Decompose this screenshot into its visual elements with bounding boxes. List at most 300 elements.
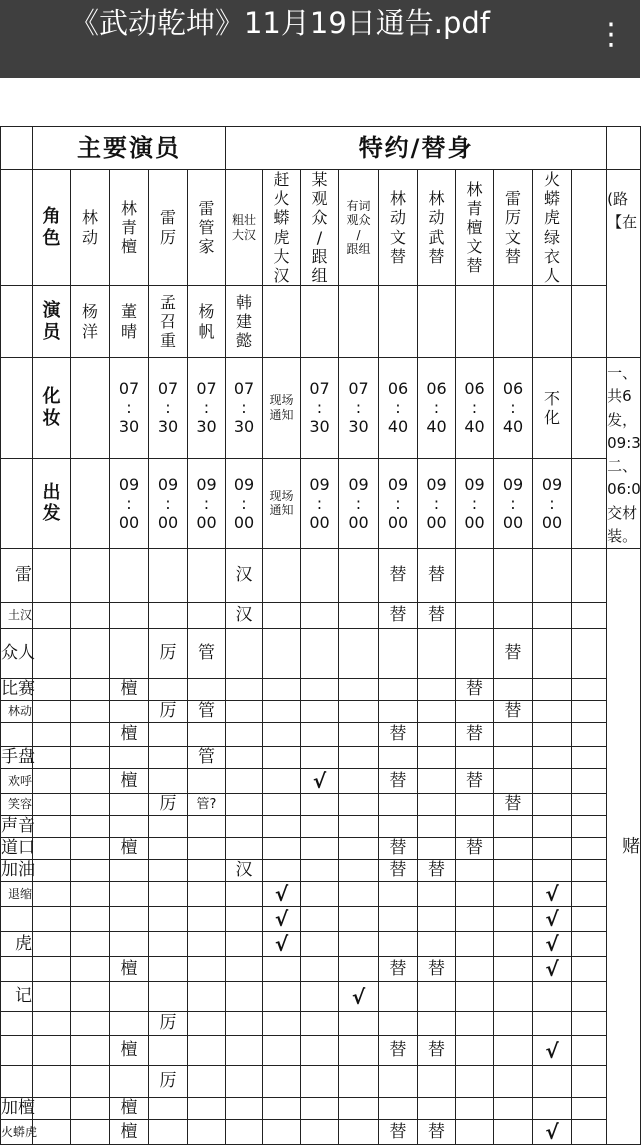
scene-cell: 替 [379, 603, 418, 629]
scene-cell [339, 1098, 379, 1120]
scene-cell [71, 701, 110, 723]
scene-cell [149, 838, 188, 860]
scene-label-cell [33, 932, 71, 957]
scene-cell [494, 932, 533, 957]
scene-row [1, 794, 641, 816]
scene-label: 手盘 [1, 747, 35, 768]
scene-label [1, 1012, 33, 1036]
scene-cell [456, 816, 494, 838]
scene-cell [456, 629, 494, 679]
scene-label: 众人 [1, 629, 33, 679]
actor-cell [339, 286, 379, 358]
scene-label-cell [33, 723, 71, 747]
scene-cell [263, 603, 301, 629]
scene-cell [263, 1036, 301, 1066]
scene-cell [418, 907, 456, 932]
makeup-cell: 07 : 30 [226, 358, 263, 458]
scene-label-cell [33, 769, 71, 794]
scene-row [1, 769, 641, 794]
scene-label: 雷 [1, 549, 33, 603]
scene-cell [379, 679, 418, 701]
scene-cell [110, 794, 149, 816]
scene-cell [263, 629, 301, 679]
scene-cell [301, 982, 339, 1012]
scene-cell: 管 [188, 701, 226, 723]
scene-cell [71, 679, 110, 701]
scene-cell [110, 747, 149, 769]
scene-cell [226, 1036, 263, 1066]
actor-cell: 杨 洋 [71, 286, 110, 358]
scene-cell [71, 1066, 110, 1098]
scene-cell [494, 816, 533, 838]
scene-cell [71, 957, 110, 982]
scene-cell [418, 769, 456, 794]
scene-cell [456, 882, 494, 907]
scene-cell [418, 932, 456, 957]
scene-cell [263, 769, 301, 794]
makeup-cell: 07 : 30 [339, 358, 379, 458]
scene-cell [418, 816, 456, 838]
scene-cell [418, 747, 456, 769]
scene-cell [188, 723, 226, 747]
scene-cell [149, 1098, 188, 1120]
role-cell: 赶 火 蟒 虎 大 汉 [263, 170, 301, 286]
scene-label-cell [33, 1066, 71, 1098]
scene-label: 退缩 [1, 882, 33, 907]
scene-row [1, 1012, 641, 1036]
scene-cell [379, 1012, 418, 1036]
scene-cell [110, 629, 149, 679]
left-edge-cell [1, 458, 33, 549]
scene-cell [456, 1098, 494, 1120]
depart-cell: 09 : 00 [188, 458, 226, 549]
scene-cell [149, 932, 188, 957]
scene-cell: 替 [379, 1036, 418, 1066]
scene-cell [533, 747, 572, 769]
scene-cell [149, 882, 188, 907]
scene-cell [494, 769, 533, 794]
scene-cell [494, 679, 533, 701]
scene-cell: 替 [418, 603, 456, 629]
actor-cell: 杨 帆 [188, 286, 226, 358]
scene-cell [149, 982, 188, 1012]
scene-cell [301, 957, 339, 982]
depart-cell: 现场 通知 [263, 458, 301, 549]
scene-cell: 管 [188, 747, 226, 769]
scene-cell: 厉 [149, 701, 188, 723]
scene-spare-cell [572, 838, 607, 860]
scene-label-cell [33, 860, 71, 882]
scene-cell [339, 882, 379, 907]
scene-cell [226, 769, 263, 794]
scene-cell [418, 838, 456, 860]
scene-row [1, 549, 641, 603]
scene-cell [301, 1066, 339, 1098]
scene-label [1, 907, 33, 932]
scene-label-cell [33, 838, 71, 860]
group-main-actors: 主要演员 [33, 127, 226, 170]
scene-cell: √ [533, 957, 572, 982]
scene-cell [339, 629, 379, 679]
scene-row [1, 603, 641, 629]
scene-spare-cell [572, 549, 607, 603]
scene-cell [188, 860, 226, 882]
scene-row [1, 860, 641, 882]
scene-cell [379, 1098, 418, 1120]
scene-cell [533, 982, 572, 1012]
scene-cell [456, 747, 494, 769]
scene-label-cell [33, 1012, 71, 1036]
makeup-cell: 现场 通知 [263, 358, 301, 458]
scene-spare-cell [572, 1098, 607, 1120]
scene-cell [533, 701, 572, 723]
scene-cell: √ [533, 1120, 572, 1145]
makeup-cell: 06 : 40 [456, 358, 494, 458]
actor-cell [379, 286, 418, 358]
scene-label-cell [33, 603, 71, 629]
corner-cell [1, 127, 33, 170]
scene-spare-cell [572, 1012, 607, 1036]
actor-cell [456, 286, 494, 358]
scene-cell [339, 1066, 379, 1098]
scene-cell [149, 603, 188, 629]
scene-label-cell [33, 747, 71, 769]
depart-label: 出 发 [33, 458, 71, 549]
scene-cell [533, 769, 572, 794]
scene-row [1, 629, 641, 679]
scene-cell [456, 860, 494, 882]
scene-cell [418, 1098, 456, 1120]
scene-cell: 管 [188, 629, 226, 679]
scene-cell [263, 679, 301, 701]
scene-cell [456, 957, 494, 982]
scene-label: 土汉 [1, 603, 33, 629]
scene-cell [339, 723, 379, 747]
scene-cell: 替 [418, 860, 456, 882]
scene-cell [494, 1098, 533, 1120]
role-cell: 林 动 文 替 [379, 170, 418, 286]
scene-cell [301, 603, 339, 629]
scene-cell [494, 1012, 533, 1036]
scene-cell [301, 932, 339, 957]
vertical-dots-icon[interactable]: ⋮ [596, 17, 626, 52]
scene-spare-cell [572, 860, 607, 882]
depart-cell: 09 : 00 [456, 458, 494, 549]
scene-row [1, 838, 641, 860]
scene-cell [418, 723, 456, 747]
scene-cell: 管? [188, 794, 226, 816]
scene-cell [494, 723, 533, 747]
scene-cell [533, 1098, 572, 1120]
scene-cell [226, 1098, 263, 1120]
scene-label: 声音 [1, 816, 35, 837]
actor-cell: 董 晴 [110, 286, 149, 358]
scene-cell [71, 723, 110, 747]
role-cell: 雷 厉 [149, 170, 188, 286]
scene-cell [339, 838, 379, 860]
scene-cell [188, 603, 226, 629]
scene-cell [379, 747, 418, 769]
role-row [1, 170, 641, 286]
makeup-cell: 06 : 40 [379, 358, 418, 458]
makeup-cell: 07 : 30 [149, 358, 188, 458]
scene-cell [301, 838, 339, 860]
scene-spare-cell [572, 679, 607, 701]
scene-cell [226, 1120, 263, 1145]
depart-cell [572, 458, 607, 549]
depart-cell: 09 : 00 [339, 458, 379, 549]
scene-cell [71, 816, 110, 838]
notes-bottom: 一、 共6 发， 09:3 二、 06:0 交材 装。 [607, 358, 641, 549]
scene-label [1, 1066, 33, 1098]
scene-label: 加檀 [1, 1098, 35, 1119]
scene-cell [71, 982, 110, 1012]
depart-cell [71, 458, 110, 549]
scene-label: 加油 [1, 860, 35, 881]
makeup-cell: 07 : 30 [301, 358, 339, 458]
scene-cell [71, 1036, 110, 1066]
scene-cell [379, 907, 418, 932]
scene-cell [301, 701, 339, 723]
scene-cell [456, 549, 494, 603]
scene-cell: √ [533, 882, 572, 907]
scene-cell: 檀 [110, 957, 149, 982]
scene-cell [71, 549, 110, 603]
scene-cell [188, 679, 226, 701]
scene-cell [263, 794, 301, 816]
scene-cell [149, 816, 188, 838]
scene-cell [379, 794, 418, 816]
scene-row [1, 747, 641, 769]
scene-cell [494, 1066, 533, 1098]
scene-row [1, 723, 641, 747]
role-cell: 某 观 众 / 跟 组 [301, 170, 339, 286]
scene-cell [226, 982, 263, 1012]
scene-cell [263, 701, 301, 723]
scene-cell [149, 1036, 188, 1066]
scene-cell: 替 [379, 723, 418, 747]
scene-cell: 替 [379, 769, 418, 794]
scene-cell [263, 816, 301, 838]
scene-row [1, 701, 641, 723]
scene-label-cell [33, 957, 71, 982]
scene-cell [418, 1012, 456, 1036]
scene-cell: 檀 [110, 679, 149, 701]
scene-cell [263, 957, 301, 982]
scene-cell [263, 860, 301, 882]
depart-cell: 09 : 00 [533, 458, 572, 549]
scene-label-cell [33, 1036, 71, 1066]
scene-cell [149, 679, 188, 701]
scene-cell [379, 882, 418, 907]
scene-cell [149, 907, 188, 932]
scene-cell [149, 549, 188, 603]
scene-cell [418, 629, 456, 679]
scene-label-cell [33, 982, 71, 1012]
scene-cell [71, 794, 110, 816]
scene-cell [263, 723, 301, 747]
scene-cell: 替 [494, 794, 533, 816]
scene-cell [71, 629, 110, 679]
scene-cell [226, 747, 263, 769]
scene-cell [226, 838, 263, 860]
scene-cell: 替 [494, 629, 533, 679]
scene-cell [71, 1012, 110, 1036]
role-cell: 有词 观众 / 跟组 [339, 170, 379, 286]
scene-cell [226, 816, 263, 838]
scene-cell [301, 1120, 339, 1145]
scene-spare-cell [572, 957, 607, 982]
scene-cell [339, 1120, 379, 1145]
scene-cell [494, 957, 533, 982]
scene-label-cell [33, 907, 71, 932]
scene-cell [188, 549, 226, 603]
scene-label: 比赛 [1, 679, 35, 700]
scene-cell [149, 747, 188, 769]
scene-cell [379, 982, 418, 1012]
scene-cell [494, 747, 533, 769]
scene-spare-cell [572, 794, 607, 816]
scene-cell [110, 982, 149, 1012]
role-label: 角 色 [33, 170, 71, 286]
scene-spare-cell [572, 629, 607, 679]
scene-cell [71, 932, 110, 957]
scene-cell [188, 816, 226, 838]
scene-cell: 替 [418, 1120, 456, 1145]
notes-top: (路 【在 [607, 170, 641, 358]
actor-label: 演 员 [33, 286, 71, 358]
scene-cell [263, 1066, 301, 1098]
scene-cell: 替 [379, 957, 418, 982]
makeup-cell: 不 化 [533, 358, 572, 458]
scene-label-cell [33, 882, 71, 907]
scene-cell [339, 549, 379, 603]
scene-cell [226, 882, 263, 907]
depart-row [1, 458, 641, 549]
scene-cell [226, 629, 263, 679]
scene-cell [339, 679, 379, 701]
scene-cell [456, 932, 494, 957]
role-cell: 林 青 檀 [110, 170, 149, 286]
role-cell: 火 蟒 虎 绿 衣 人 [533, 170, 572, 286]
scene-row [1, 932, 641, 957]
makeup-label: 化 妆 [33, 358, 71, 458]
scene-spare-cell [572, 1120, 607, 1145]
scene-cell [149, 860, 188, 882]
scene-row [1, 882, 641, 907]
scene-cell [301, 549, 339, 603]
scene-row [1, 1098, 641, 1120]
scene-cell [418, 794, 456, 816]
scene-cell [110, 932, 149, 957]
scene-cell [418, 679, 456, 701]
scene-cell [226, 932, 263, 957]
scene-cell [339, 603, 379, 629]
scene-label-cell [33, 629, 71, 679]
scene-cell [110, 549, 149, 603]
scene-cell: √ [533, 907, 572, 932]
scene-cell: 替 [456, 769, 494, 794]
scene-cell [226, 679, 263, 701]
scene-spare-cell [572, 603, 607, 629]
scene-cell [71, 860, 110, 882]
scene-cell [494, 603, 533, 629]
scene-spare-cell [572, 1036, 607, 1066]
scene-cell [456, 1120, 494, 1145]
makeup-cell: 07 : 30 [188, 358, 226, 458]
title-bar [0, 0, 640, 78]
scene-cell [263, 982, 301, 1012]
scene-cell: 厉 [149, 1066, 188, 1098]
scene-cell [188, 769, 226, 794]
side-note: 赌 [607, 549, 641, 1145]
schedule-table [0, 126, 641, 1145]
scene-cell [339, 769, 379, 794]
scene-cell: √ [263, 932, 301, 957]
scene-cell: √ [533, 1036, 572, 1066]
scene-cell [149, 769, 188, 794]
scene-cell [71, 838, 110, 860]
scene-cell [456, 701, 494, 723]
scene-cell [456, 907, 494, 932]
scene-label-cell [33, 679, 71, 701]
scene-label [1, 723, 33, 747]
scene-cell: √ [301, 769, 339, 794]
scene-cell: 替 [418, 1036, 456, 1066]
depart-cell: 09 : 00 [226, 458, 263, 549]
scene-cell [110, 1066, 149, 1098]
depart-cell: 09 : 00 [494, 458, 533, 549]
scene-cell [533, 794, 572, 816]
scene-cell [533, 723, 572, 747]
scene-cell: 厉 [149, 629, 188, 679]
depart-cell: 09 : 00 [110, 458, 149, 549]
actor-cell [263, 286, 301, 358]
scene-cell [301, 907, 339, 932]
scene-cell [339, 816, 379, 838]
scene-cell [533, 1012, 572, 1036]
group-right [607, 127, 641, 170]
scene-spare-cell [572, 1066, 607, 1098]
scene-cell [188, 907, 226, 932]
scene-label: 欢呼 [1, 769, 33, 794]
scene-cell [456, 1066, 494, 1098]
scene-cell [533, 860, 572, 882]
scene-cell: 檀 [110, 769, 149, 794]
scene-cell [226, 957, 263, 982]
scene-spare-cell [572, 747, 607, 769]
actor-cell [301, 286, 339, 358]
scene-cell [301, 1012, 339, 1036]
scene-row [1, 816, 641, 838]
scene-cell [494, 982, 533, 1012]
scene-cell [379, 816, 418, 838]
scene-label-cell [33, 1120, 71, 1145]
scene-cell [188, 1012, 226, 1036]
scene-cell [71, 1120, 110, 1145]
scene-cell [301, 747, 339, 769]
scene-cell [533, 838, 572, 860]
scene-label-cell [33, 701, 71, 723]
scene-cell [188, 1066, 226, 1098]
scene-cell [71, 907, 110, 932]
scene-cell [188, 957, 226, 982]
document-page [0, 126, 641, 1145]
scene-cell: √ [339, 982, 379, 1012]
scene-cell [188, 932, 226, 957]
left-edge-cell [1, 170, 33, 286]
scene-cell [263, 1012, 301, 1036]
